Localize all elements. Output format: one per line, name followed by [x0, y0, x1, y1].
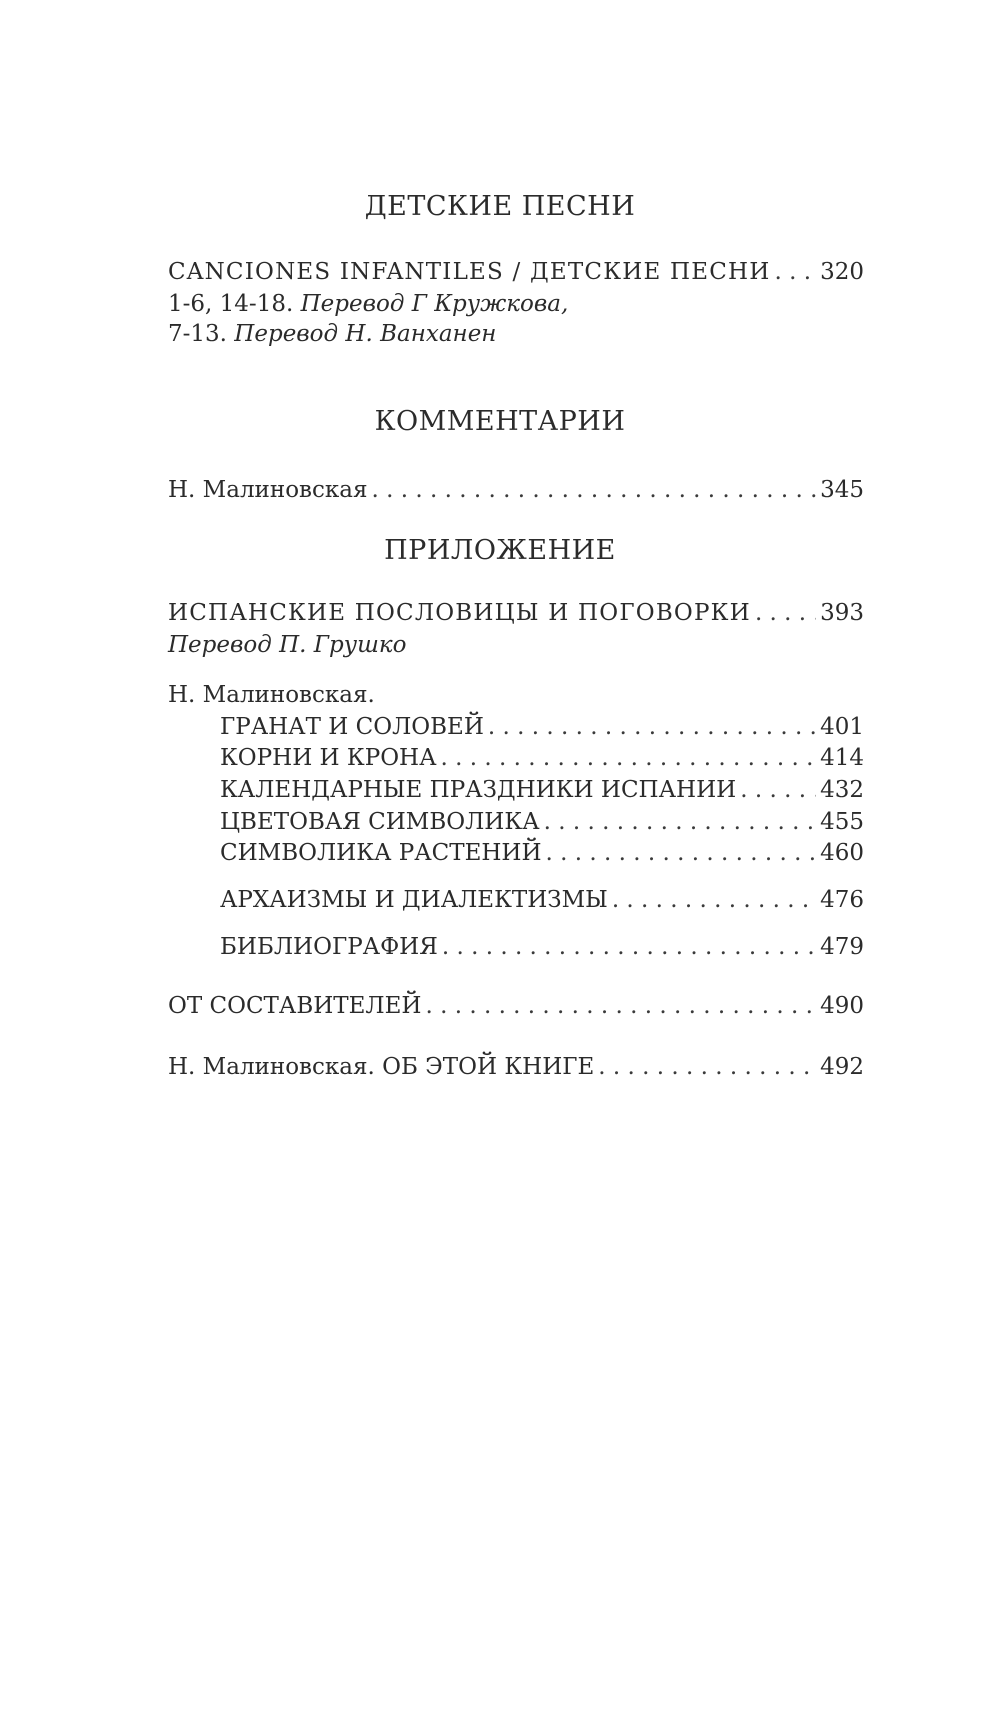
essays-author: Н. Малиновская.: [168, 682, 375, 708]
section-heading-comments: КОММЕНТАРИИ: [374, 406, 626, 437]
toc-entry-title: СИМВОЛИКА РАСТЕНИЙ: [220, 840, 542, 866]
translator-line: [168, 288, 864, 320]
dot-leader: [612, 884, 816, 916]
toc-entry-title: ОТ СОСТАВИТЕЛЕЙ: [168, 993, 422, 1019]
translator-credit: Перевод Г Кружкова,: [300, 291, 569, 317]
dot-leader: [372, 474, 817, 506]
section-heading-appendix: ПРИЛОЖЕНИЕ: [384, 535, 616, 566]
toc-page-number: 432: [820, 777, 864, 803]
toc-entry-title: ГРАНАТ И СОЛОВЕЙ: [220, 714, 484, 740]
toc-entry-proverbs[interactable]: [168, 597, 864, 629]
toc-entry-title: CANCIONES INFANTILES / ДЕТСКИЕ ПЕСНИ: [168, 259, 771, 285]
dot-leader: [425, 990, 816, 1022]
toc-entry-title: Н. Малиновская. ОБ ЭТОЙ КНИГЕ: [168, 1054, 595, 1080]
section-heading-children-songs: ДЕТСКИЕ ПЕСНИ: [364, 191, 636, 222]
toc-entry-title: Н. Малиновская: [168, 477, 368, 503]
toc-entry-title: АРХАИЗМЫ И ДИАЛЕКТИЗМЫ: [220, 887, 608, 913]
toc-page-number: 320: [820, 259, 864, 285]
toc-entry-essay[interactable]: [220, 711, 864, 743]
toc-page-number: 455: [820, 809, 864, 835]
dot-leader: [544, 806, 817, 838]
toc-page-number: 345: [820, 477, 864, 503]
translator-credit: Перевод Н. Ванханен: [234, 321, 497, 347]
translator-credit: Перевод П. Грушко: [168, 632, 407, 658]
toc-page-number: 393: [820, 600, 864, 626]
toc-page-number: 476: [820, 887, 864, 913]
poem-range: 1-6, 14-18.: [168, 291, 294, 317]
toc-entry-from-compilers[interactable]: [168, 990, 864, 1022]
poem-range: 7-13.: [168, 321, 227, 347]
toc-entry-essay[interactable]: [220, 774, 864, 806]
toc-entry-about-book[interactable]: [168, 1051, 864, 1083]
toc-entry-bibliography[interactable]: [220, 931, 864, 963]
dot-leader: [442, 931, 816, 963]
translator-line: [168, 318, 864, 350]
toc-page-number: 401: [820, 714, 864, 740]
toc-entry-title: ЦВЕТОВАЯ СИМВОЛИКА: [220, 809, 540, 835]
toc-entry-archaisms[interactable]: [220, 884, 864, 916]
dot-leader: [441, 742, 817, 774]
toc-entry-comments[interactable]: [168, 474, 864, 506]
toc-page-number: 490: [820, 993, 864, 1019]
toc-entry-essay[interactable]: [220, 837, 864, 869]
toc-entry-title: КАЛЕНДАРНЫЕ ПРАЗДНИКИ ИСПАНИИ: [220, 777, 737, 803]
dot-leader: [755, 597, 816, 629]
toc-page-number: 460: [820, 840, 864, 866]
dot-leader: [740, 774, 816, 806]
dot-leader: [598, 1051, 816, 1083]
toc-page-number: 492: [820, 1054, 864, 1080]
toc-entry-title: КОРНИ И КРОНА: [220, 745, 437, 771]
toc-page-number: 479: [820, 934, 864, 960]
toc-entry-canciones-infantiles[interactable]: [168, 256, 864, 288]
toc-entry-title: ИСПАНСКИЕ ПОСЛОВИЦЫ И ПОГОВОРКИ: [168, 600, 751, 626]
toc-page-number: 414: [820, 745, 864, 771]
toc-entry-title: БИБЛИОГРАФИЯ: [220, 934, 438, 960]
toc-entry-essay[interactable]: [220, 742, 864, 774]
dot-leader: [488, 711, 816, 743]
dot-leader: [546, 837, 817, 869]
toc-entry-essay[interactable]: [220, 806, 864, 838]
dot-leader: [775, 256, 817, 288]
